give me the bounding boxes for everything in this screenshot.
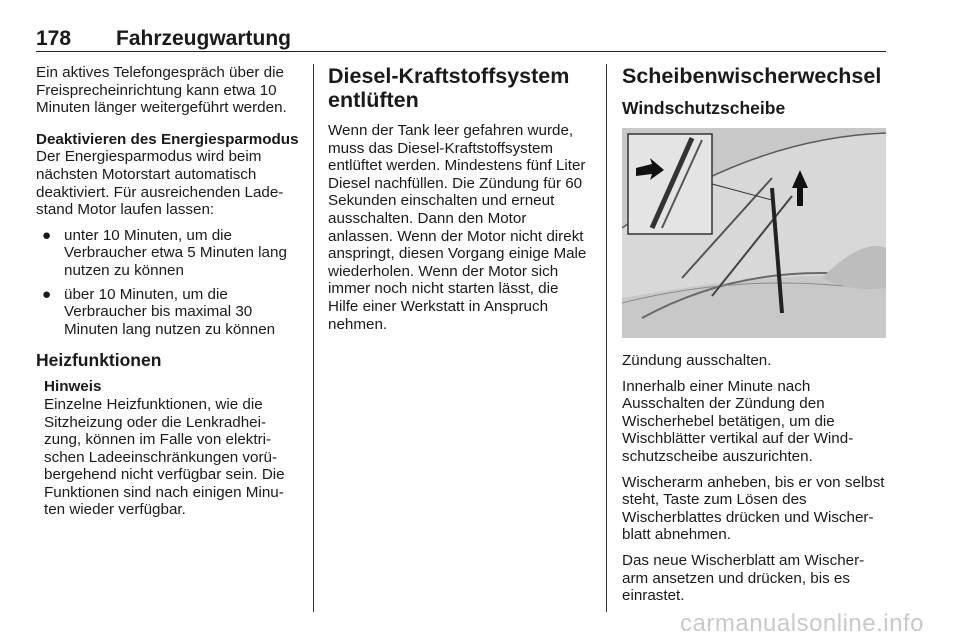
wiper-heading: Scheibenwischerwechsel — [622, 64, 882, 88]
column-middle — [328, 64, 590, 341]
page-number: 178 — [36, 27, 72, 50]
list-item — [36, 286, 300, 339]
bullet-icon: ● — [42, 285, 52, 303]
column-divider-right — [606, 64, 607, 612]
diesel-heading: Diesel-Kraftstoffsystem entlüften — [328, 64, 570, 112]
wiper-step-2: Innerhalb einer Minute nach Ausschalten der Zündung den Wischerhebel betätigen, um die Wischblätter vertikal auf der Wind-schutzscheibe auszurichten. — [622, 377, 854, 465]
wiper-illustration — [622, 128, 886, 338]
windshield-subheading: Windschutzscheibe — [622, 98, 786, 118]
bullet-text: über 10 Minuten, um die Verbraucher bis maximal 30 Minuten lang nutzen zu können — [64, 285, 276, 338]
intro-paragraph: Ein aktives Telefongespräch über die Freisprecheinrichtung kann etwa 10 Minuten länger weitergeführt werden. — [36, 64, 287, 117]
page-header — [36, 28, 886, 50]
bullet-icon: ● — [42, 226, 52, 244]
note-text: Einzelne Heizfunktionen, wie die Sitzheizung oder die Lenkradhei-zung, können im Falle von elektri-schen Ladeeinschränkungen vorü-bergehend nicht verfügbar sein. Die Funktionen sind nach einigen Minu-ten wieder verfügbar. — [44, 395, 285, 519]
list-item — [36, 227, 300, 280]
diesel-paragraph: Wenn der Tank leer gefahren wurde, muss das Diesel-Kraftstoffsystem entlüftet werden. Mindestens fünf Liter Diesel nachfüllen. Die Zündung für 60 Sekunden einschalten und erneut ausschalten. Dann den Motor anlassen. Wenn der Motor nicht direkt anspringt, diesen Vorgang einige Male wiederholen. Wenn der Motor sich immer noch nicht starten lässt, die Hilfe einer Werkstatt in Anspruch nehmen. — [328, 122, 587, 333]
wiper-step-3: Wischerarm anheben, bis er von selbst steht, Taste zum Lösen des Wischerblattes drücken und Wischer-blatt abnehmen. — [622, 473, 885, 544]
heat-heading: Heizfunktionen — [36, 350, 162, 371]
bullet-text: unter 10 Minuten, um die Verbraucher etwa 5 Minuten lang nutzen zu können — [64, 226, 287, 279]
column-right — [622, 64, 888, 613]
column-divider-left — [313, 64, 314, 612]
note-label: Hinweis — [44, 378, 102, 396]
energy-heading: Deaktivieren des Energiesparmodus — [36, 130, 299, 148]
wiper-step-1: Zündung ausschalten. — [622, 352, 772, 369]
header-rule — [36, 51, 886, 52]
windshield-wiper-icon — [622, 128, 886, 338]
chapter-title: Fahrzeugwartung — [116, 27, 292, 50]
note-box — [36, 378, 300, 519]
wiper-step-4: Das neue Wischerblatt am Wischer-arm ansetzen und drücken, bis es einrastet. — [622, 551, 865, 605]
column-left — [36, 64, 300, 519]
watermark: carmanualsonline.info — [680, 610, 924, 637]
bullet-list — [36, 227, 300, 339]
energy-paragraph: Der Energiesparmodus wird beim nächsten Motorstart automatisch deaktiviert. Für ausreichenden Lade-stand Motor laufen lassen: — [36, 148, 284, 219]
